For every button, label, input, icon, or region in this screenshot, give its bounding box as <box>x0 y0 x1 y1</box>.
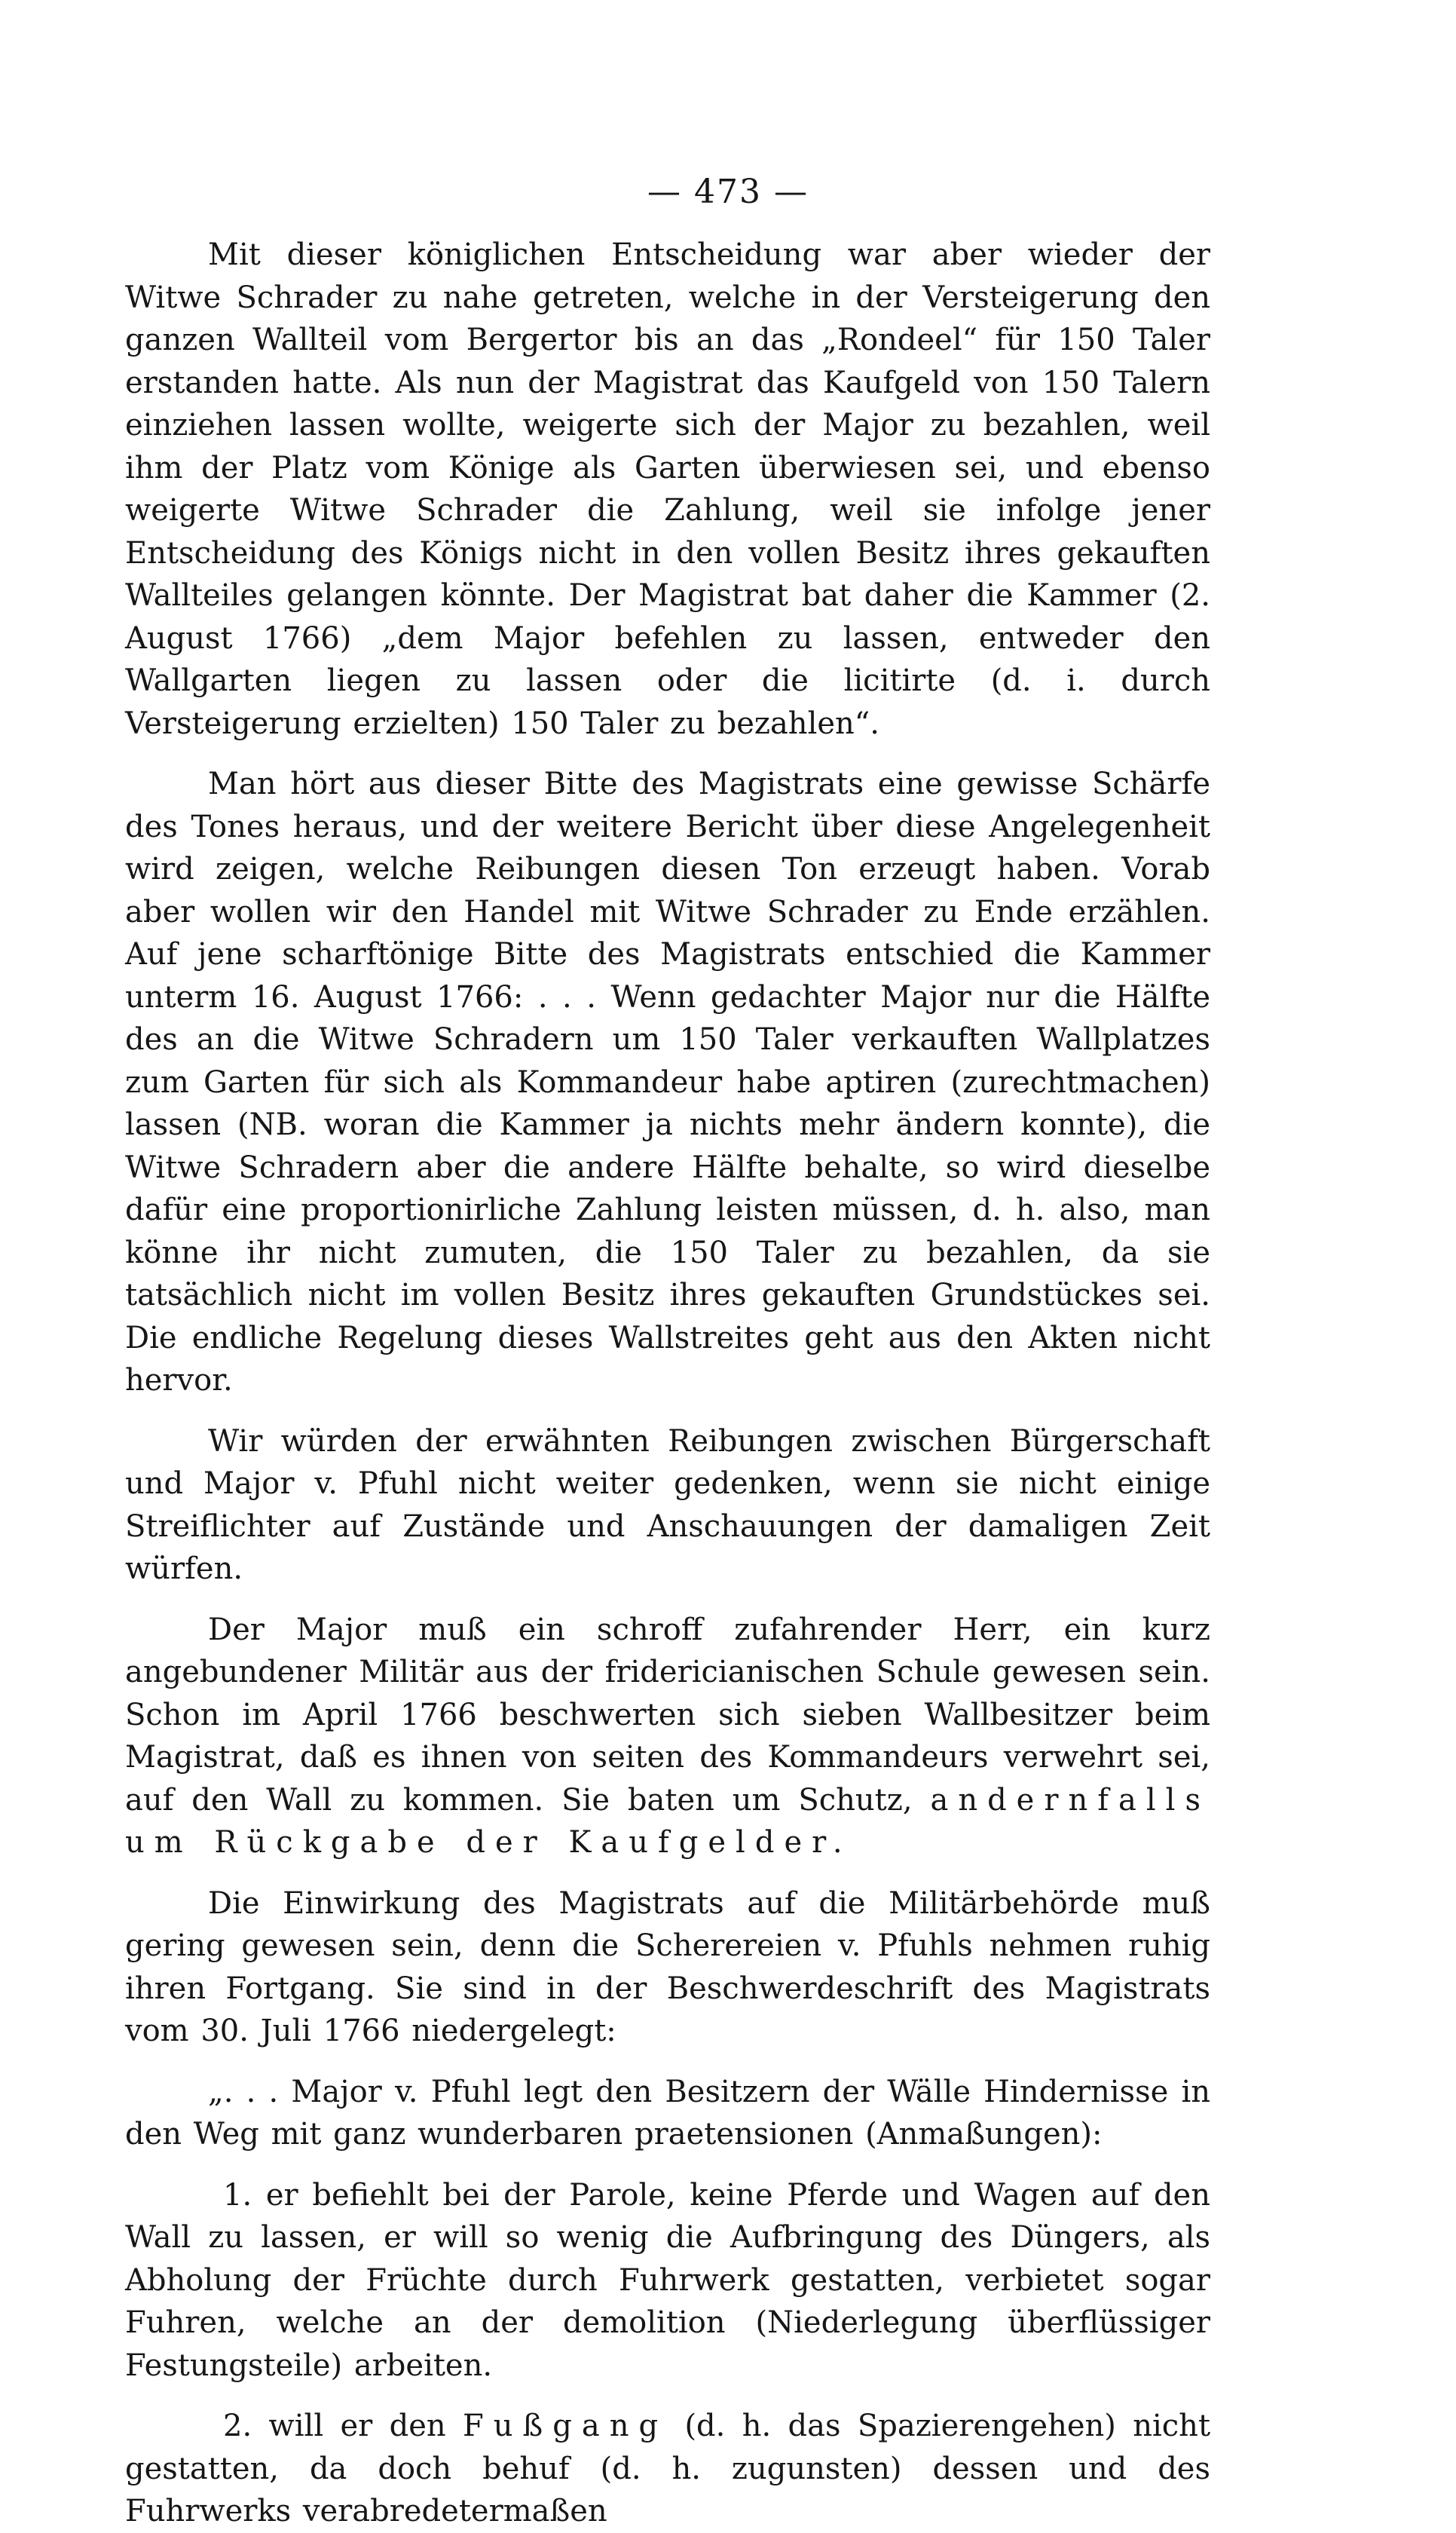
spaced-emphasis: Fußgang <box>463 2409 668 2443</box>
paragraph-quote-intro <box>125 2071 1210 2156</box>
list-item-text: 1. er befiehlt bei der Parole, keine Pferde und Wagen auf den Wall zu lassen, er will so wenig die Aufbringung des Düngers, als Abholung der Früchte durch Fuhrwerk gestatten, verbietet sogar Fuhren, welche an der demolition (Niederlegung überflüssiger Festungsteile) arbeiten. <box>125 2177 1210 2383</box>
paragraph-magistrate-request <box>125 763 1210 1402</box>
list-item-2 <box>125 2405 1210 2533</box>
paragraph-frictions <box>125 1420 1210 1591</box>
paragraph-text: Man hört aus dieser Bitte des Magistrats eine gewisse Schärfe des Tones heraus, und der weitere Bericht über diese Angelegenheit wird zeigen, welche Reibungen diesen Ton erzeugt haben. Vorab aber wollen wir den Handel mit Witwe Schrader zu Ende erzählen. Auf jene scharftönige Bitte des Magistrats entschied die Kammer unterm 16. August 1766: . . . Wenn gedachter Major nur die Hälfte des an die Witwe Schradern um 150 Taler verkauften Wallplatzes zum Garten für sich als Kommandeur habe aptiren (zurechtmachen) lassen (NB. woran die Kammer ja nichts mehr ändern konnte), die Witwe Schradern aber die andere Hälfte behalte, so wird dieselbe dafür eine proportionirliche Zahlung leisten müssen, d. h. also, man könne ihr nicht zumuten, die 150 Taler zu bezahlen, da sie tatsächlich nicht im vollen Besitz ihres gekauften Grundstückes sei. Die endliche Regelung dieses Wallstreites geht aus den Akten nicht hervor. <box>125 767 1210 1398</box>
list-item-1 <box>125 2174 1210 2388</box>
page-number: — 473 — <box>647 173 809 211</box>
paragraph-royal-decision <box>125 234 1210 745</box>
paragraph-text: Die Einwirkung des Magistrats auf die Militärbehörde muß gering gewesen sein, denn die Scherereien v. Pfuhls nehmen ruhig ihren Fortgang. Sie sind in der Beschwerdeschrift des Magistrats vom 30. Juli 1766 niedergelegt: <box>125 1885 1210 2048</box>
paragraph-text: „. . . Major v. Pfuhl legt den Besitzern der Wälle Hindernisse in den Weg mit ganz wunderbaren praetensionen (Anmaßungen): <box>125 2074 1210 2152</box>
paragraph-complaint <box>125 1882 1210 2053</box>
paragraph-text: Wir würden der erwähnten Reibungen zwischen Bürgerschaft und Major v. Pfuhl nicht weiter gedenken, wenn sie nicht einige Streiflichter auf Zustände und Anschauungen der damaligen Zeit würfen. <box>125 1423 1210 1586</box>
paragraph-text: Mit dieser königlichen Entscheidung war aber wieder der Witwe Schrader zu nahe getreten, welche in der Versteigerung den ganzen Wallteil vom Bergertor bis an das „Rondeel“ für 150 Taler erstanden hatte. Als nun der Magistrat das Kaufgeld von 150 Talern einziehen lassen wollte, weigerte sich der Major zu bezahlen, weil ihm der Platz vom Könige als Garten überwiesen sei, und ebenso weigerte Witwe Schrader die Zahlung, weil sie infolge jener Entscheidung des Königs nicht in den vollen Besitz ihres gekauften Wallteiles gelangen könnte. Der Magistrat bat daher die Kammer (2. August 1766) „dem Major befehlen zu lassen, entweder den Wallgarten liegen zu lassen oder die licitirte (d. i. durch Versteigerung erzielten) 150 Taler zu bezahlen“. <box>125 237 1210 741</box>
paragraph-major-character <box>125 1609 1210 1864</box>
paragraph-text: Der Major muß ein schroff zufahrender Herr, ein kurz angebundener Militär aus der fridericianischen Schule gewesen sein. Schon im April 1766 beschwerten sich sieben Wallbesitzer beim Magistrat, daß es ihnen von seiten des Kommandeurs verwehrt sei, auf den Wall zu kommen. Sie baten um Schutz, <box>125 1612 1210 1818</box>
body-text <box>125 234 1210 2533</box>
list-item-text: (d. h. das Spazierengehen) nicht gestatten, da doch behuf (d. h. zugunsten) dessen und des Fuhrwerks verabredetermaßen <box>125 2409 1211 2528</box>
spaced-emphasis: andernfalls um Rückgabe der Kaufgelder. <box>125 1782 1211 1860</box>
list-item-prefix: 2. will er den <box>223 2409 446 2443</box>
